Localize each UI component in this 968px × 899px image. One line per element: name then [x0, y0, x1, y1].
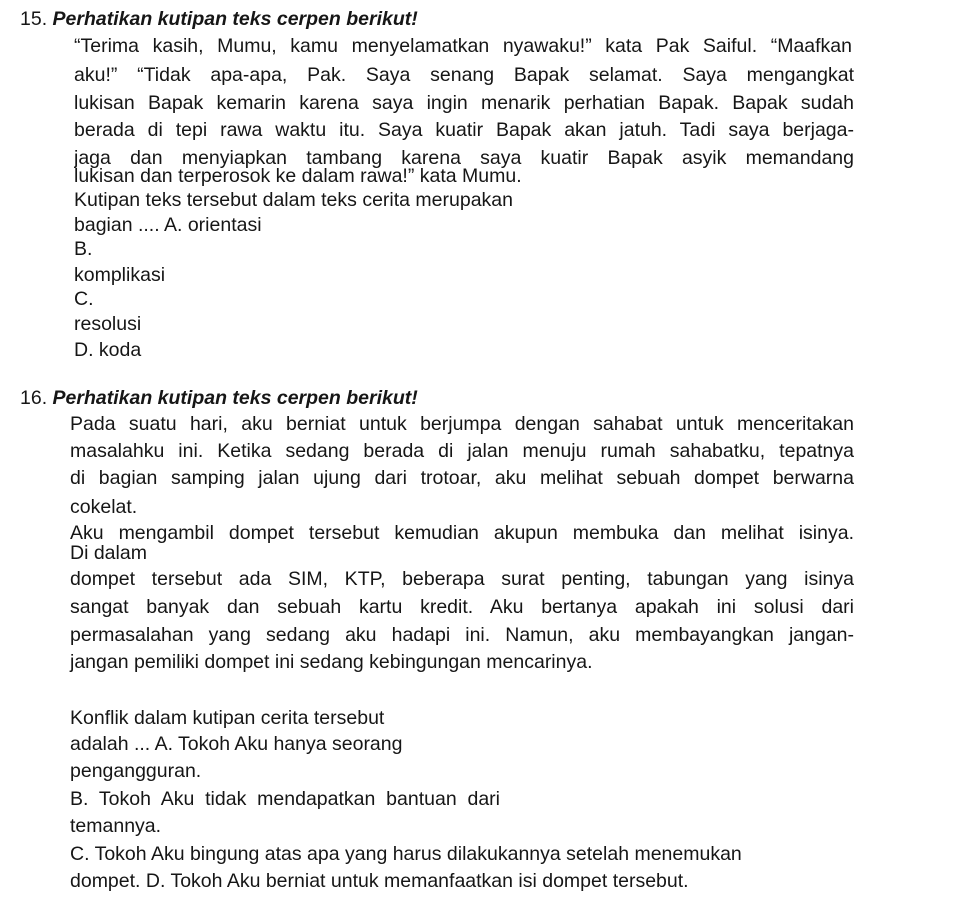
passage-line: jaga dan menyiapkan tambang karena saya kuatir Bapak asyik memandang: [74, 147, 854, 169]
option-label: C.: [74, 288, 94, 310]
passage-line: aku!” “Tidak apa-apa, Pak. Saya senang Bapak selamat. Saya mengangkat: [74, 64, 854, 86]
passage-line: dompet tersebut ada SIM, KTP, beberapa surat penting, tabungan yang isinya: [70, 568, 854, 590]
option-line: B. Tokoh Aku tidak mendapatkan bantuan dari: [70, 788, 501, 810]
question-line: bagian .... A. orientasi: [74, 214, 262, 236]
option-text: pengangguran.: [70, 760, 202, 782]
question-number: 15.: [20, 8, 48, 30]
question-number: 16.: [20, 387, 48, 409]
question-line: Konflik dalam kutipan cerita tersebut: [70, 707, 385, 729]
passage-line: cokelat.: [70, 496, 138, 518]
question-line: Kutipan teks tersebut dalam teks cerita merupakan: [74, 189, 513, 211]
option-label: B.: [74, 238, 93, 260]
question-15-header: [20, 7, 418, 31]
question-heading: Perhatikan kutipan teks cerpen berikut!: [52, 8, 418, 30]
passage-line: jangan pemiliki dompet ini sedang kebingungan mencarinya.: [70, 651, 593, 673]
passage-line: sangat banyak dan sebuah kartu kredit. Aku bertanya apakah ini solusi dari: [70, 596, 854, 618]
passage-line: Aku mengambil dompet tersebut kemudian akupun membuka dan melihat isinya.: [70, 522, 854, 544]
passage-line: “Terima kasih, Mumu, kamu menyelamatkan nyawaku!” kata Pak Saiful. “Maafkan: [74, 35, 852, 57]
question-line: adalah ... A. Tokoh Aku hanya seorang: [70, 733, 403, 755]
option-line: D. koda: [74, 339, 142, 361]
option-text: komplikasi: [74, 264, 166, 286]
option-line: C. Tokoh Aku bingung atas apa yang harus dilakukannya setelah menemukan: [70, 843, 742, 865]
passage-line: lukisan Bapak kemarin karena saya ingin menarik perhatian Bapak. Bapak sudah: [74, 92, 854, 114]
question-16-header: [20, 386, 418, 410]
passage-line: Di dalam: [70, 542, 147, 564]
passage-line: lukisan dan terperosok ke dalam rawa!” kata Mumu.: [74, 165, 522, 187]
passage-line: masalahku ini. Ketika sedang berada di jalan menuju rumah sahabatku, tepatnya: [70, 440, 854, 462]
passage-line: Pada suatu hari, aku berniat untuk berjumpa dengan sahabat untuk menceritakan: [70, 413, 854, 435]
passage-line: berada di tepi rawa waktu itu. Saya kuatir Bapak akan jatuh. Tadi saya berjaga-: [74, 119, 854, 141]
passage-line: permasalahan yang sedang aku hadapi ini. Namun, aku membayangkan jangan-: [70, 624, 854, 646]
question-heading: Perhatikan kutipan teks cerpen berikut!: [52, 387, 418, 409]
option-text: resolusi: [74, 313, 142, 335]
option-text: temannya.: [70, 815, 162, 837]
option-line: dompet. D. Tokoh Aku berniat untuk memanfaatkan isi dompet tersebut.: [70, 870, 689, 892]
passage-line: di bagian samping jalan ujung dari trotoar, aku melihat sebuah dompet berwarna: [70, 467, 854, 489]
